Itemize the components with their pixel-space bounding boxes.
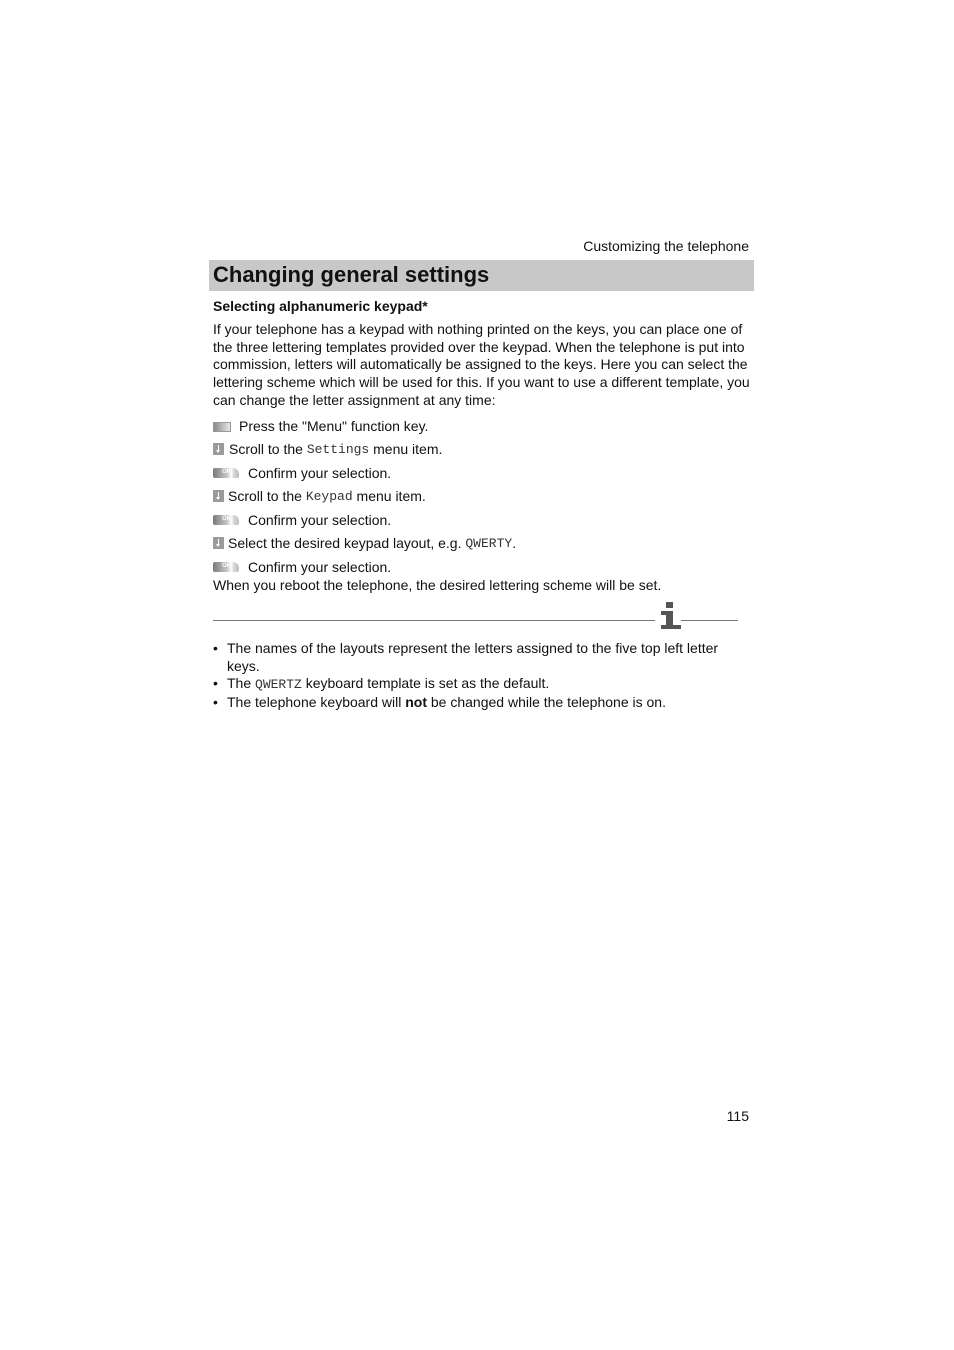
menu-item-code: Keypad — [305, 488, 353, 504]
menu-item-code: Settings — [306, 441, 370, 457]
step-list — [213, 414, 753, 579]
ok-key-icon — [213, 562, 239, 572]
note-text-after: be changed while the telephone is on. — [427, 694, 666, 711]
step-item — [213, 555, 753, 579]
ok-key-label: OK — [222, 562, 231, 569]
step-text: Confirm your selection. — [248, 511, 392, 528]
note-item — [213, 640, 738, 675]
step-item — [213, 508, 753, 532]
info-icon — [658, 602, 682, 630]
step-item — [213, 438, 753, 462]
divider-line — [213, 620, 655, 621]
step-item — [213, 532, 753, 556]
step-text-before: Scroll to the — [229, 441, 307, 458]
scroll-key-icon — [213, 443, 224, 455]
intro-paragraph: If your telephone has a keypad with nothing printed on the keys, you can place one of the three lettering templates provided over the keypad. When the telephone is put into commission, letters will automatically be assigned to the keys. Here you can select the lettering scheme which will be used for this. If you want to use a different template, you can change the letter assignment at any time: — [213, 321, 750, 408]
ok-key-label: OK — [222, 468, 231, 475]
step-item — [213, 461, 753, 485]
step-text-before: Select the desired keypad layout, e.g. — [228, 535, 466, 552]
scroll-key-icon — [213, 490, 224, 502]
ok-key-label: OK — [222, 515, 231, 522]
step-text-after: menu item. — [352, 488, 426, 505]
bullet: • — [213, 640, 218, 656]
divider-line — [681, 620, 738, 621]
step-text: Press the "Menu" function key. — [239, 417, 429, 434]
running-head: Customizing the telephone — [583, 238, 749, 254]
menu-key-icon — [213, 422, 231, 432]
subheading: Selecting alphanumeric keypad* — [213, 298, 428, 314]
step-item — [213, 414, 753, 438]
emphasis-text: not — [405, 694, 427, 711]
closing-paragraph: When you reboot the telephone, the desired lettering scheme will be set. — [213, 577, 662, 593]
page-title: Changing general settings — [213, 262, 490, 287]
note-text-before: The — [227, 675, 256, 692]
step-text-after: menu item. — [369, 441, 443, 458]
section-title-bar — [209, 260, 754, 291]
bullet: • — [213, 675, 218, 692]
step-text: Confirm your selection. — [248, 464, 392, 481]
page-number: 115 — [726, 1108, 749, 1124]
notes-list — [213, 640, 738, 712]
note-item — [213, 694, 738, 712]
step-text-after: . — [512, 535, 517, 552]
step-item — [213, 485, 753, 509]
scroll-key-icon — [213, 537, 224, 549]
note-text-before: The telephone keyboard will — [227, 694, 406, 711]
step-text-before: Scroll to the — [228, 488, 306, 505]
ok-key-icon — [213, 468, 239, 478]
bullet: • — [213, 694, 218, 711]
note-item — [213, 675, 738, 694]
layout-code: QWERTY — [465, 535, 513, 551]
template-code: QWERTZ — [255, 677, 302, 693]
ok-key-icon — [213, 515, 239, 525]
note-text: The names of the layouts represent the letters assigned to the five top left letter keys. — [227, 640, 719, 674]
step-text: Confirm your selection. — [248, 558, 392, 575]
note-text-after: keyboard template is set as the default. — [301, 675, 550, 692]
